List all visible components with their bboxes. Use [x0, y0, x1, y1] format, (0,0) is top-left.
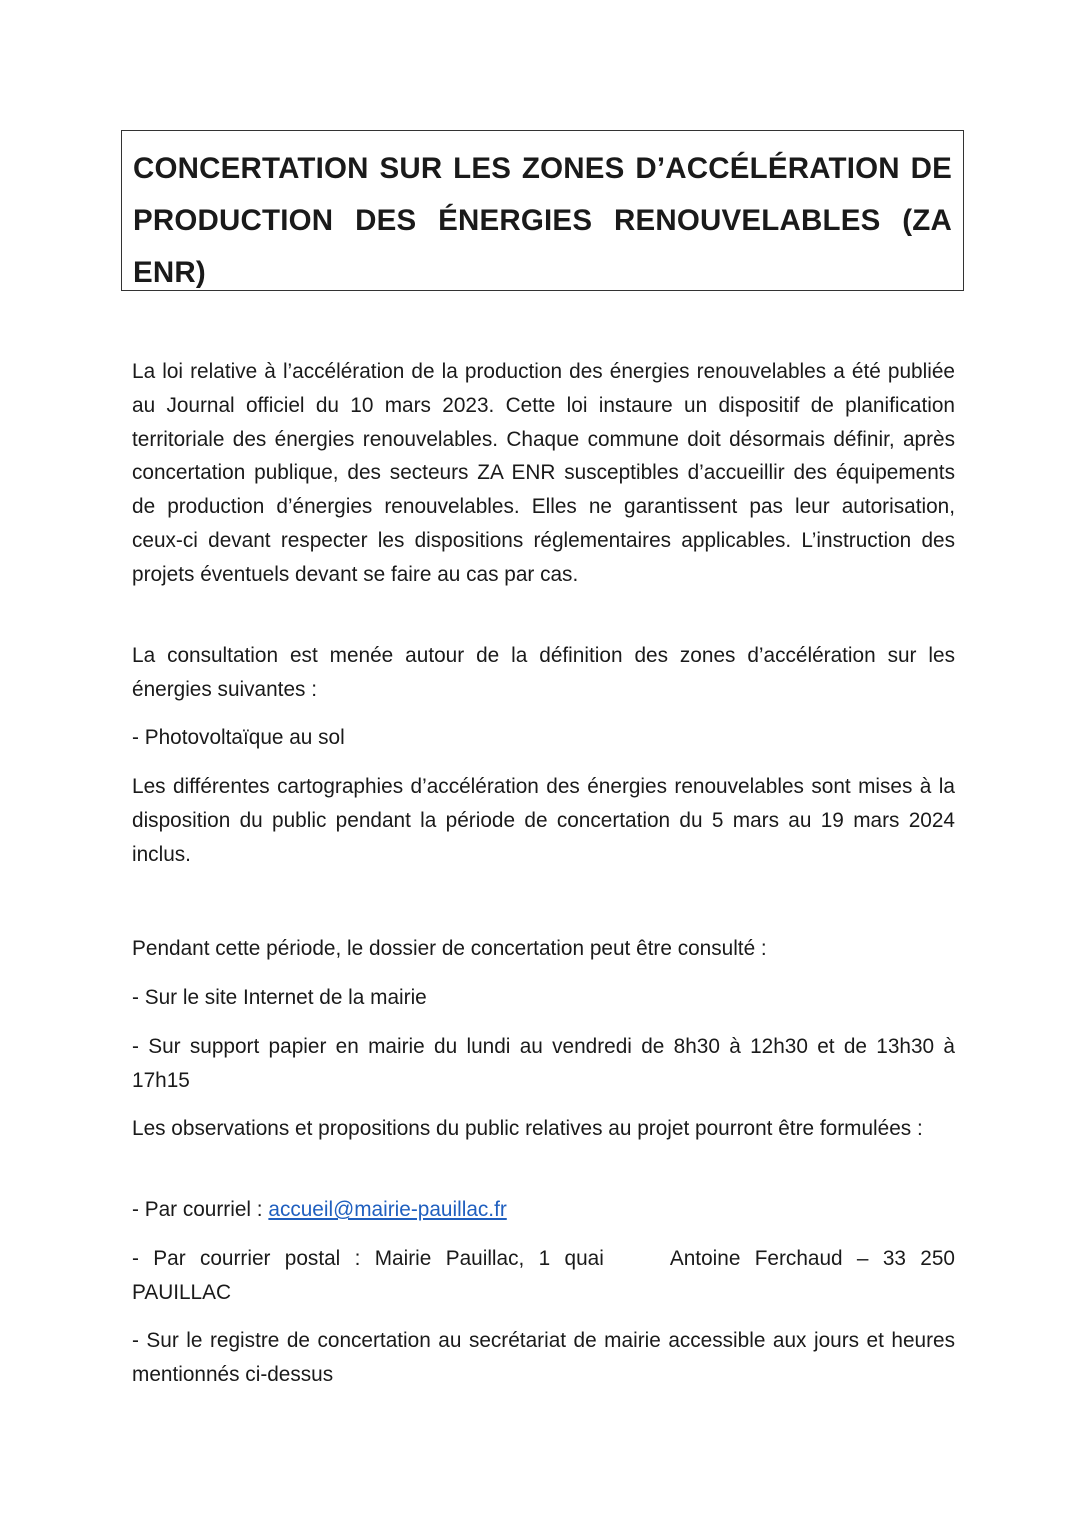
observations-paragraph — [132, 1112, 955, 1146]
website-text: - Sur le site Internet de la mairie — [132, 986, 427, 1009]
register-text: - Sur le registre de concertation au secrétariat de mairie accessible aux jours et heures mentionnés ci-dessus — [132, 1329, 955, 1386]
photovoltaic-item — [132, 721, 955, 755]
postal-part-2: Antoine Ferchaud – 33 250 PAUILLAC — [132, 1247, 955, 1304]
email-link[interactable]: accueil@mairie-pauillac.fr — [268, 1198, 507, 1221]
website-item — [132, 981, 955, 1015]
intro-paragraph — [132, 355, 955, 592]
intro-text: La loi relative à l’accélération de la production des énergies renouvelables a été publiée au Journal officiel du 10 mars 2023. Cette loi instaure un dispositif de planification territoriale des énergies renouvelables. Chaque commune doit désormais définir, après concertation publique, des secteurs ZA ENR susceptibles d’accueillir des équipements de production d’énergies renouvelables. Elles ne garantissent pas leur autorisation, ceux-ci devant respecter les dispositions réglementaires applicables. L’instruction des projets éventuels devant se faire au cas par cas. — [132, 360, 955, 586]
period-text: Pendant cette période, le dossier de concertation peut être consulté : — [132, 937, 767, 960]
consultation-text: La consultation est menée autour de la définition des zones d’accélération sur les énergies suivantes : — [132, 644, 955, 701]
period-paragraph — [132, 932, 955, 966]
maps-text: Les différentes cartographies d’accélération des énergies renouvelables sont mises à la disposition du public pendant la période de concertation du 5 mars au 19 mars 2024 inclus. — [132, 775, 955, 866]
paper-support-item — [132, 1030, 955, 1098]
email-prefix: - Par courriel : — [132, 1198, 269, 1221]
paper-support-text: - Sur support papier en mairie du lundi au vendredi de 8h30 à 12h30 et de 13h30 à 17h15 — [132, 1035, 955, 1092]
maps-paragraph — [132, 770, 955, 871]
photovoltaic-text: - Photovoltaïque au sol — [132, 726, 345, 749]
email-item — [132, 1193, 955, 1227]
postal-item — [132, 1242, 955, 1310]
postal-line — [132, 1242, 955, 1310]
email-line — [132, 1193, 955, 1227]
postal-part-1: - Par courrier postal : Mairie Pauillac, 1 quai — [132, 1247, 604, 1270]
title-box — [121, 130, 964, 291]
consultation-paragraph — [132, 639, 955, 707]
document-title: CONCERTATION SUR LES ZONES D’ACCÉLÉRATION DE PRODUCTION DES ÉNERGIES RENOUVELABLES (ZA ENR) — [133, 152, 952, 289]
observations-text: Les observations et propositions du public relatives au projet pourront être formulées : — [132, 1117, 923, 1140]
register-item — [132, 1324, 955, 1392]
